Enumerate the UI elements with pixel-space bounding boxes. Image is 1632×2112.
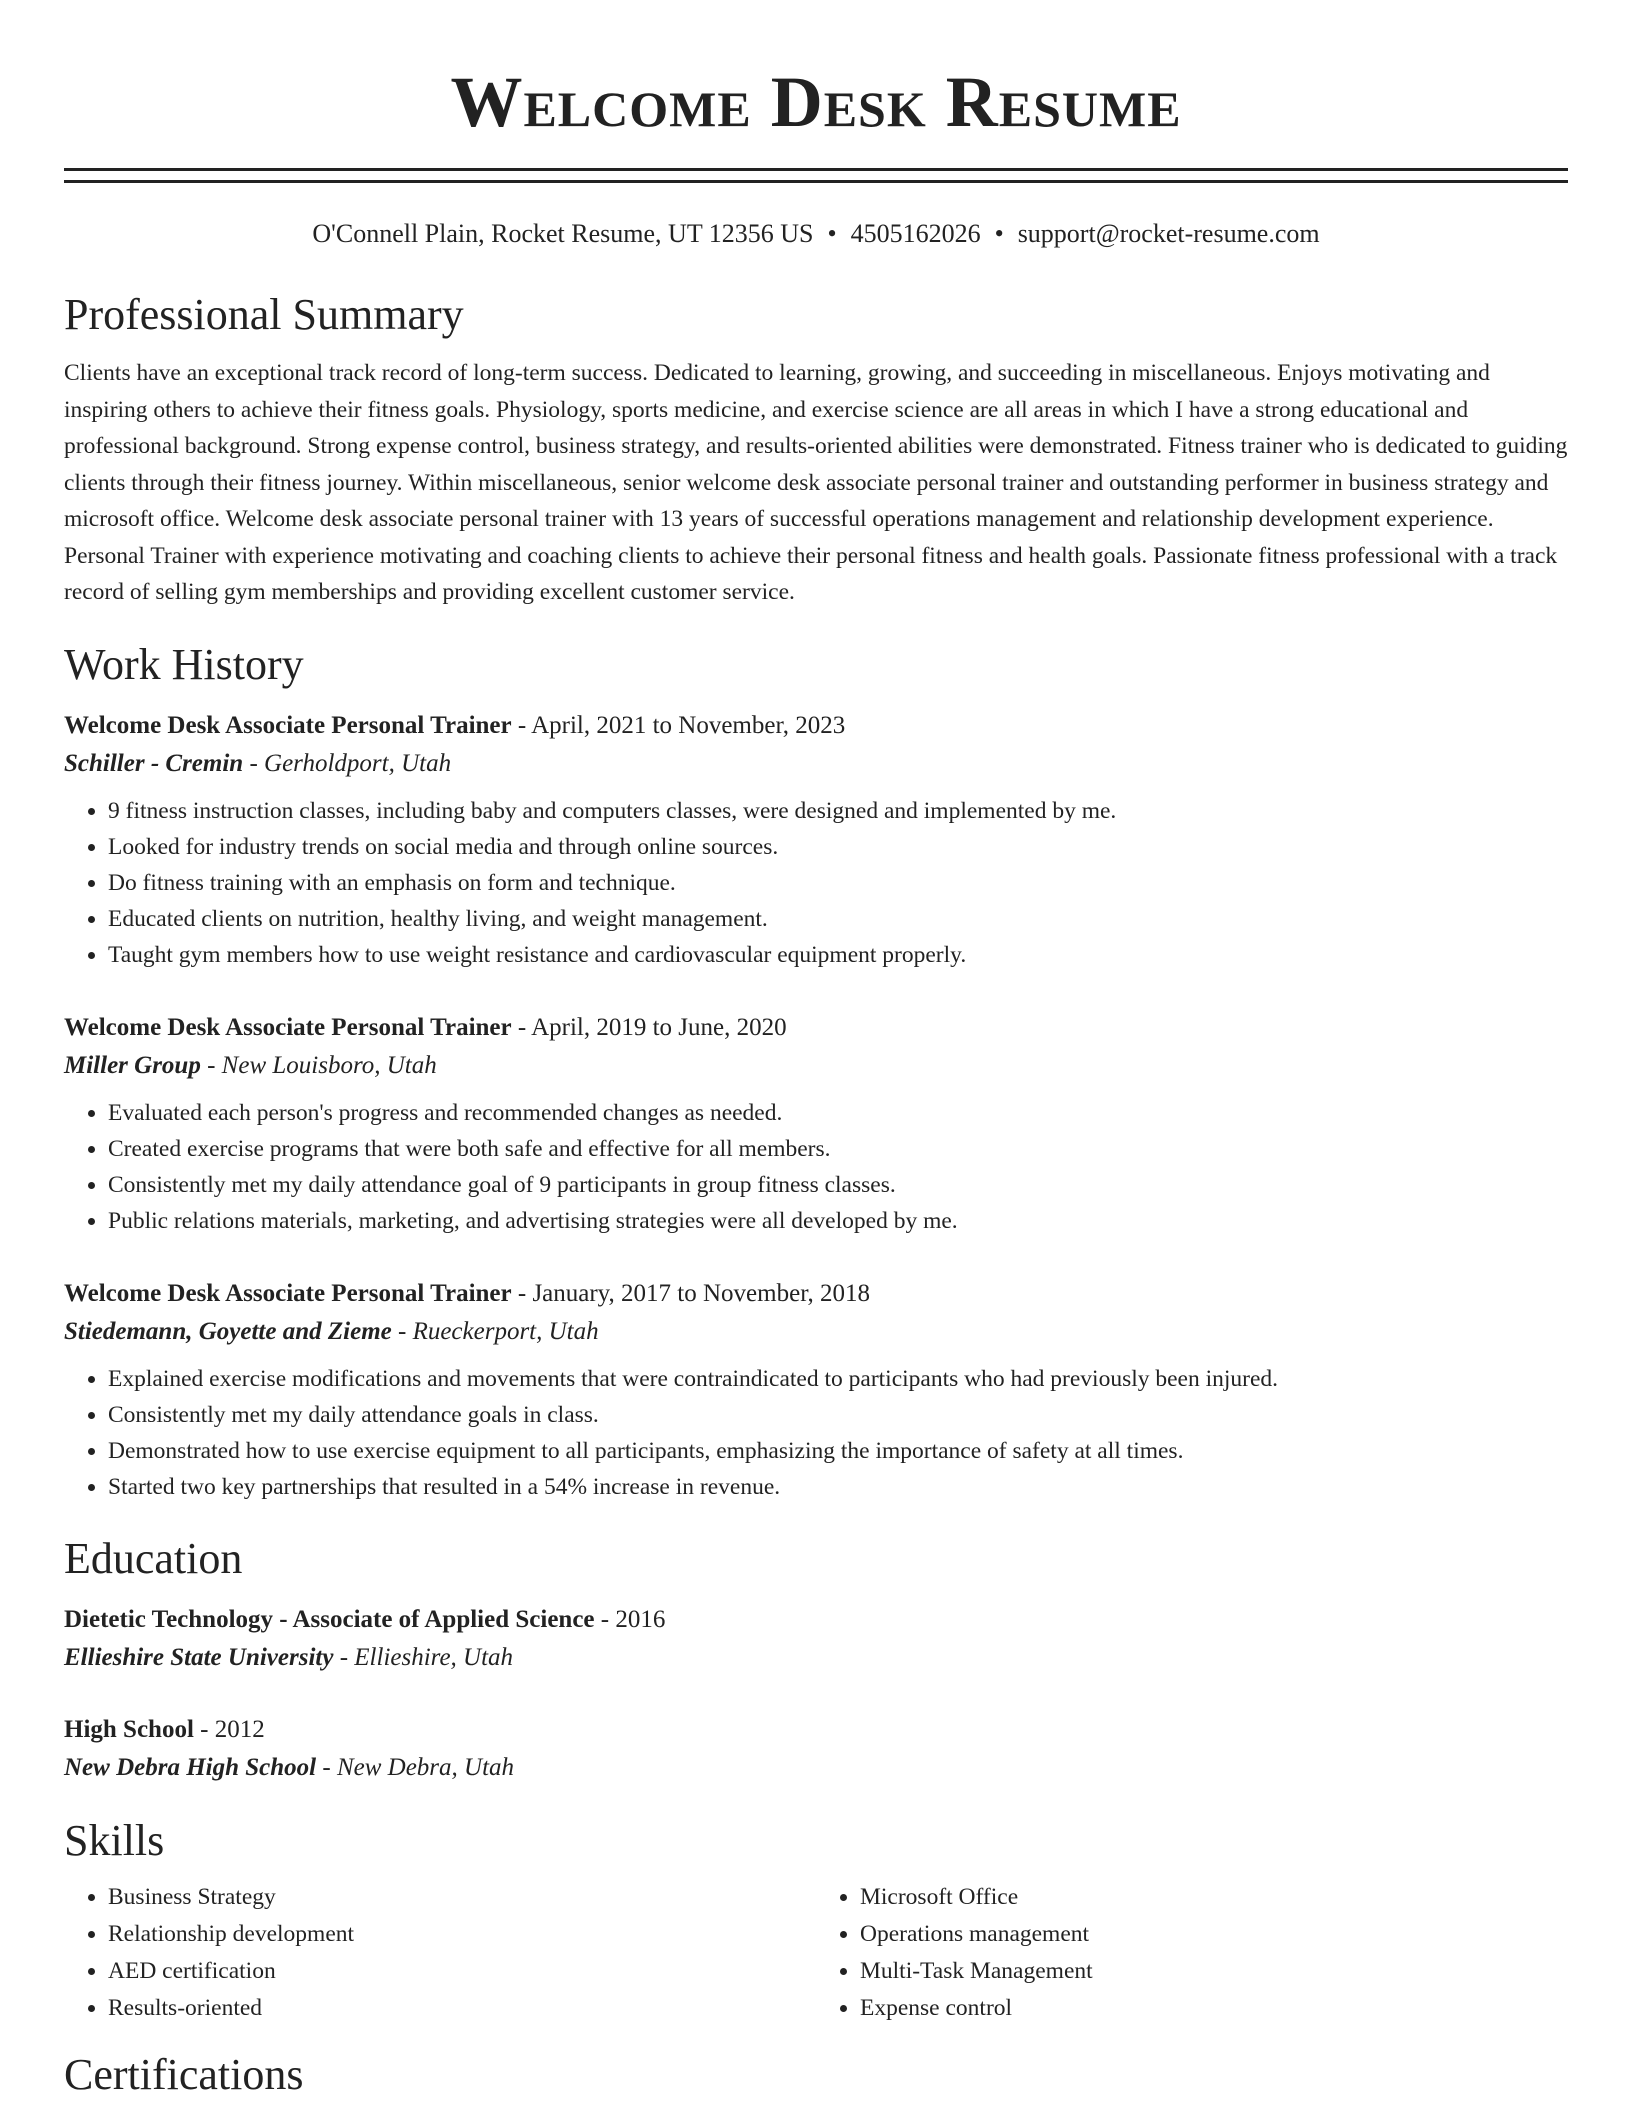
job-bullet: • Educated clients on nutrition, healthy living, and weight management. bbox=[108, 901, 1568, 937]
job-bullet: • Looked for industry trends on social media and through online sources. bbox=[108, 829, 1568, 865]
job-org-line: Miller Group - New Louisboro, Utah bbox=[64, 1051, 437, 1079]
education-entry bbox=[64, 1601, 1568, 1677]
job-entry bbox=[64, 707, 1568, 973]
job-location: Rueckerport, Utah bbox=[412, 1317, 599, 1345]
skills-grid bbox=[64, 1879, 1568, 2027]
skill-item: • Operations management bbox=[860, 1916, 1568, 1953]
education-degree: High School bbox=[64, 1715, 194, 1743]
education-degree-line: Dietetic Technology - Associate of Applied Science - 2016 bbox=[64, 1605, 666, 1633]
job-dates: April, 2019 to June, 2020 bbox=[531, 1013, 787, 1041]
job-bullets bbox=[64, 1361, 1568, 1505]
title-double-rule bbox=[64, 168, 1568, 183]
education-location: New Debra, Utah bbox=[336, 1753, 515, 1781]
skills-column-left bbox=[64, 1879, 816, 2027]
job-title: Welcome Desk Associate Personal Trainer bbox=[64, 711, 512, 739]
job-company: Stiedemann, Goyette and Zieme bbox=[64, 1317, 392, 1345]
skill-item: • Expense control bbox=[860, 1990, 1568, 2027]
job-bullet: • Created exercise programs that were both safe and effective for all members. bbox=[108, 1131, 1568, 1167]
job-bullet: • Consistently met my daily attendance goal of 9 participants in group fitness classes. bbox=[108, 1167, 1568, 1203]
job-location: Gerholdport, Utah bbox=[264, 749, 452, 777]
education-degree: Dietetic Technology - Associate of Applied Science bbox=[64, 1605, 595, 1633]
job-dates: January, 2017 to November, 2018 bbox=[532, 1279, 871, 1307]
job-bullet: • Taught gym members how to use weight resistance and cardiovascular equipment properly. bbox=[108, 937, 1568, 973]
skills-column-right bbox=[816, 1879, 1568, 2027]
education-location: Ellieshire, Utah bbox=[354, 1643, 514, 1671]
job-role-line: Welcome Desk Associate Personal Trainer - April, 2021 to November, 2023 bbox=[64, 711, 846, 739]
contact-separator: • bbox=[994, 219, 1004, 248]
job-company: Schiller - Cremin bbox=[64, 749, 244, 777]
contact-address: O'Connell Plain, Rocket Resume, UT 12356 US bbox=[312, 219, 814, 248]
job-org-line: Stiedemann, Goyette and Zieme - Rueckerport, Utah bbox=[64, 1317, 599, 1345]
skill-item: • Microsoft Office bbox=[860, 1879, 1568, 1916]
contact-separator: • bbox=[827, 219, 837, 248]
contact-email: support@rocket-resume.com bbox=[1017, 219, 1320, 248]
section-heading-skills: Skills bbox=[64, 1815, 165, 1865]
job-role-line: Welcome Desk Associate Personal Trainer - April, 2019 to June, 2020 bbox=[64, 1013, 787, 1041]
contact-phone: 4505162026 bbox=[850, 219, 981, 248]
job-bullet: • Explained exercise modifications and movements that were contraindicated to participants who had previously been injured. bbox=[108, 1361, 1568, 1397]
section-heading-work-history: Work History bbox=[64, 639, 304, 689]
job-title: Welcome Desk Associate Personal Trainer bbox=[64, 1279, 512, 1307]
job-entry bbox=[64, 1275, 1568, 1505]
job-bullets bbox=[64, 1095, 1568, 1239]
education-school: Ellieshire State University bbox=[64, 1643, 334, 1671]
skill-item: • Business Strategy bbox=[108, 1879, 816, 1916]
education-year: 2016 bbox=[615, 1605, 666, 1633]
job-company: Miller Group bbox=[64, 1051, 201, 1079]
job-title: Welcome Desk Associate Personal Trainer bbox=[64, 1013, 512, 1041]
section-heading-summary: Professional Summary bbox=[64, 290, 464, 339]
skill-item: • Relationship development bbox=[108, 1916, 816, 1953]
job-bullet: • Public relations materials, marketing, and advertising strategies were all developed by me. bbox=[108, 1203, 1568, 1239]
skill-item: • Multi-Task Management bbox=[860, 1953, 1568, 1990]
job-dates: April, 2021 to November, 2023 bbox=[531, 711, 846, 739]
job-role-line: Welcome Desk Associate Personal Trainer - January, 2017 to November, 2018 bbox=[64, 1279, 871, 1307]
education-school: New Debra High School bbox=[64, 1753, 317, 1781]
education-school-line: Ellieshire State University - Ellieshire, Utah bbox=[64, 1643, 514, 1671]
job-bullets bbox=[64, 793, 1568, 973]
education-entry bbox=[64, 1711, 1568, 1787]
summary-text: Clients have an exceptional track record of long-term success. Dedicated to learning, growing, and succeeding in miscellaneous. Enjoys motivating and inspiring others to achieve their fitness goals. Physiology, sports medicine, and exercise science are all areas in which I have a strong educational and professional background. Strong expense control, business strategy, and results-oriented abilities were demonstrated. Fitness trainer who is dedicated to guiding clients through their fitness journey. Within miscellaneous, senior welcome desk associate personal trainer and outstanding performer in business strategy and microsoft office. Welcome desk associate personal trainer with 13 years of successful operations management and relationship development experience. Personal Trainer with experience motivating and coaching clients to achieve their personal fitness and health goals. Passionate fitness professional with a track record of selling gym memberships and providing excellent customer service. bbox=[64, 360, 1568, 605]
job-entry bbox=[64, 1009, 1568, 1239]
job-bullet: • Do fitness training with an emphasis on form and technique. bbox=[108, 865, 1568, 901]
education-year: 2012 bbox=[214, 1715, 265, 1743]
job-org-line: Schiller - Cremin - Gerholdport, Utah bbox=[64, 749, 452, 777]
contact-line bbox=[64, 217, 1568, 251]
job-location: New Louisboro, Utah bbox=[221, 1051, 437, 1079]
job-bullet: • Consistently met my daily attendance goals in class. bbox=[108, 1397, 1568, 1433]
section-heading-education: Education bbox=[64, 1533, 243, 1583]
skill-item: • Results-oriented bbox=[108, 1990, 816, 2027]
education-school-line: New Debra High School - New Debra, Utah bbox=[64, 1753, 515, 1781]
job-bullet: • Demonstrated how to use exercise equipment to all participants, emphasizing the importance of safety at all times. bbox=[108, 1433, 1568, 1469]
job-bullet: • Evaluated each person's progress and recommended changes as needed. bbox=[108, 1095, 1568, 1131]
education-degree-line: High School - 2012 bbox=[64, 1715, 265, 1743]
resume-title: Welcome Desk Resume bbox=[450, 62, 1182, 142]
job-bullet: • Started two key partnerships that resulted in a 54% increase in revenue. bbox=[108, 1469, 1568, 1505]
skill-item: • AED certification bbox=[108, 1953, 816, 1990]
job-bullet: • 9 fitness instruction classes, including baby and computers classes, were designed and implemented by me. bbox=[108, 793, 1568, 829]
section-heading-certifications: Certifications bbox=[64, 2049, 304, 2099]
